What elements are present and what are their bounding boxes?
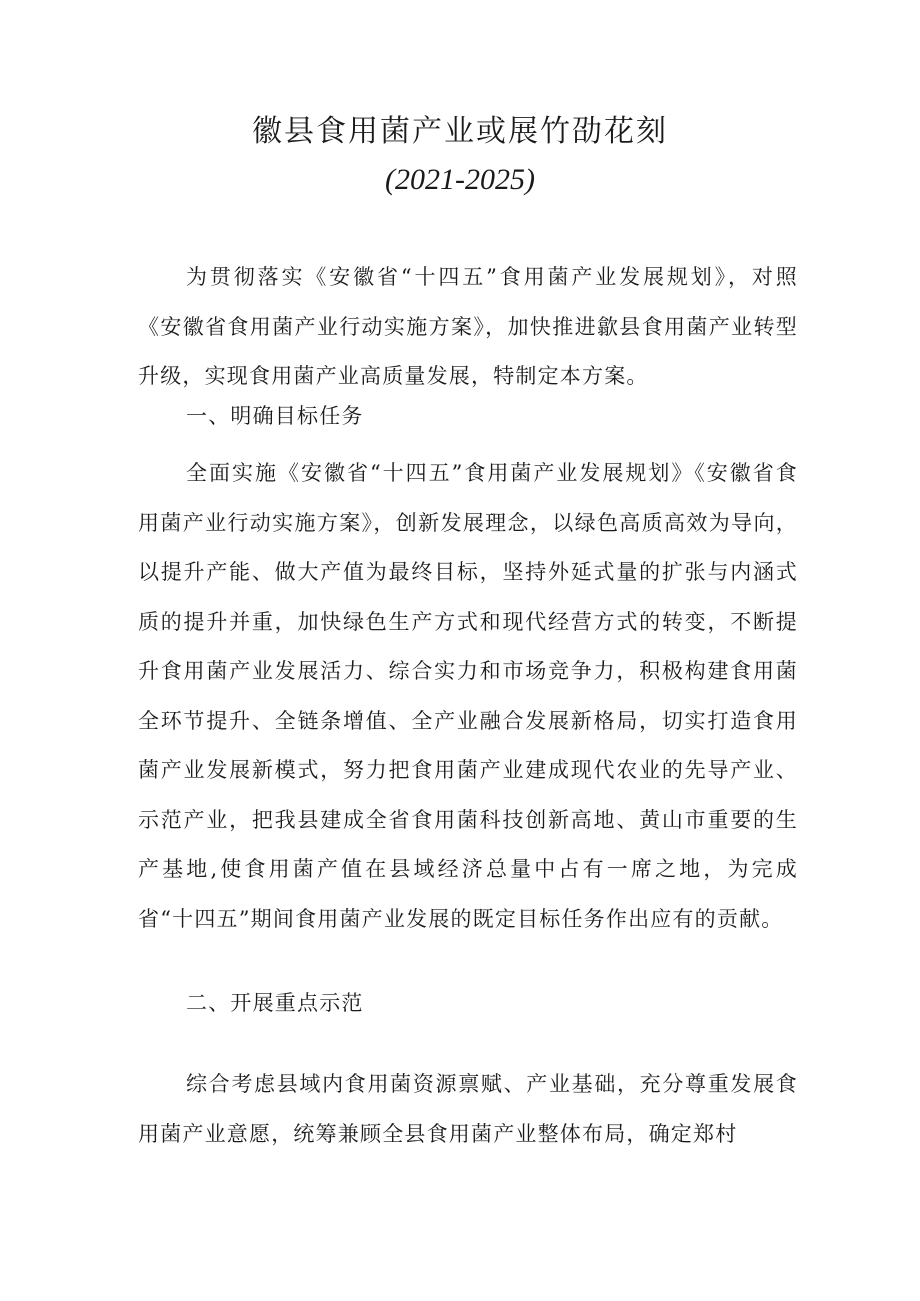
section-1-paragraph: 全面实施《安徽省“十四五”食用菌产业发展规划》《安徽省食用菌产业行动实施方案》，创新发展理念，以绿色高质高效为导向，以提升产能、做大产值为最终目标，坚持外延式量的扩张与内涵式质的提升并重，加快绿色生产方式和现代经营方式的转变，不断提升食用菌产业发展活力、综合实力和市场竞争力，积极构建食用菌全环节提升、全链条增值、全产业融合发展新格局，切实打造食用菌产业发展新模式，努力把食用菌产业建成现代农业的先导产业、示范产业，把我县建成全省食用菌科技创新高地、黄山市重要的生产基地,使食用菌产值在县域经济总量中占有一席之地，为完成省“十四五”期间食用菌产业发展的既定目标任务作出应有的贡献。 bbox=[138, 461, 798, 931]
intro-paragraph: 为贯彻落实《安徽省“十四五”食用菌产业发展规划》，对照《安徽省食用菌产业行动实施方案》，加快推进歙县食用菌产业转型升级，实现食用菌产业高质量发展，特制定本方案。 bbox=[138, 265, 798, 388]
document-subtitle: (2021-2025) bbox=[385, 163, 535, 196]
section-heading-1: 一、明确目标任务 bbox=[186, 404, 364, 428]
section-2-paragraph: 综合考虑县域内食用菌资源禀赋、产业基础，充分尊重发展食用菌产业意愿，统筹兼顾全县食用菌产业整体布局，确定郑村 bbox=[138, 1072, 798, 1146]
section-heading-2: 二、开展重点示范 bbox=[186, 991, 364, 1015]
document-title: 徽县食用菌产业或展竹劭花刻 bbox=[252, 114, 668, 149]
